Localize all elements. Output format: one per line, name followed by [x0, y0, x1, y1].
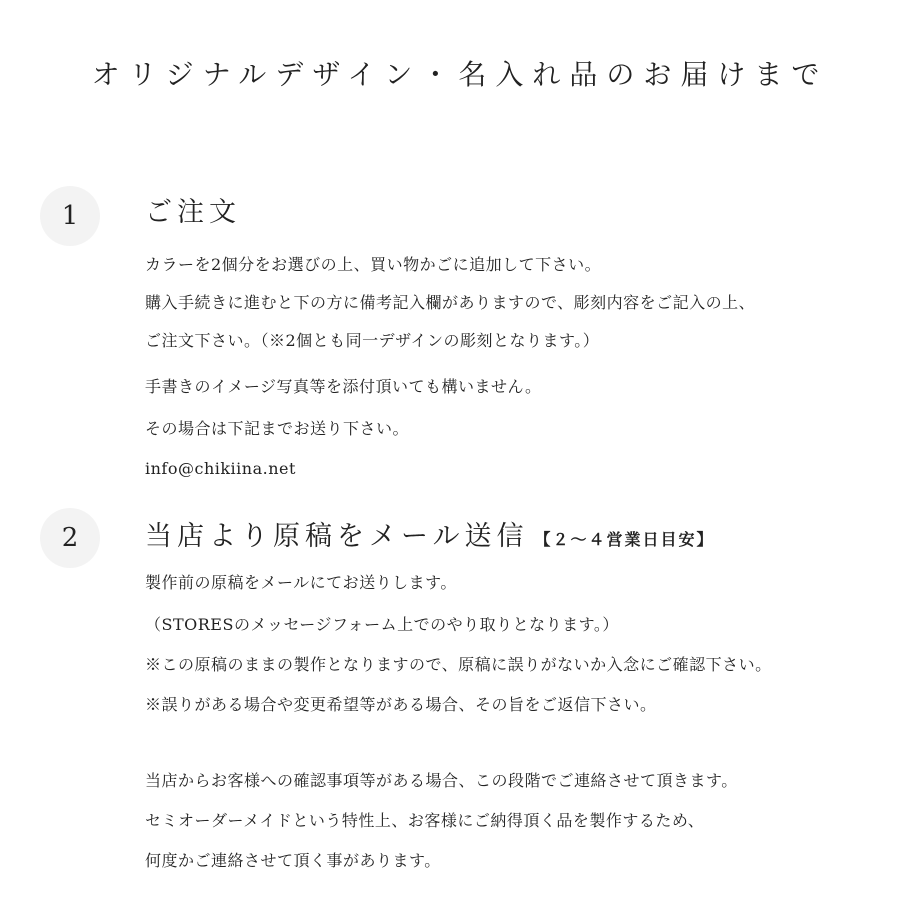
step-2-heading — [145, 521, 714, 553]
step-2-line-3: ※この原稿のままの製作となりますので、原稿に誤りがないか入念にご確認下さい。 — [145, 655, 772, 674]
step-2-line-2: （STORESのメッセージフォーム上でのやり取りとなります。） — [145, 615, 619, 634]
step-2-heading-text: 当店より原稿をメール送信 — [145, 521, 529, 552]
step-1-line-5: その場合は下記までお送り下さい。 — [145, 419, 410, 438]
page-title: オリジナルデザイン・名入れ品のお届けまで — [91, 58, 829, 91]
step-2-heading-note: 【２～４営業日目安】 — [534, 530, 715, 549]
step-1-email: info@chikiina.net — [145, 459, 296, 478]
step-2-line-7: 何度かご連絡させて頂く事があります。 — [145, 851, 441, 870]
step-2-line-6: セミオーダーメイドという特性上、お客様にご納得頂く品を製作するため、 — [145, 811, 705, 830]
step-1-heading: ご注文 — [145, 197, 241, 228]
step-1-line-2: 購入手続きに進むと下の方に備考記入欄がありますので、彫刻内容をご記入の上、 — [145, 293, 756, 312]
step-1-line-1: カラーを2個分をお選びの上、買い物かごに追加して下さい。 — [145, 255, 602, 274]
step-1-line-4: 手書きのイメージ写真等を添付頂いても構いません。 — [145, 377, 542, 396]
step-2-line-5: 当店からお客様への確認事項等がある場合、この段階でご連絡させて頂きます。 — [145, 771, 738, 790]
step-1-number-badge: 1 — [40, 186, 100, 246]
step-2-line-1: 製作前の原稿をメールにてお送りします。 — [145, 573, 457, 592]
step-2-line-4: ※誤りがある場合や変更希望等がある場合、その旨をご返信下さい。 — [145, 695, 657, 714]
step-1-line-3: ご注文下さい。（※2個とも同一デザインの彫刻となります。） — [145, 331, 600, 350]
step-2-number-badge: 2 — [40, 508, 100, 568]
